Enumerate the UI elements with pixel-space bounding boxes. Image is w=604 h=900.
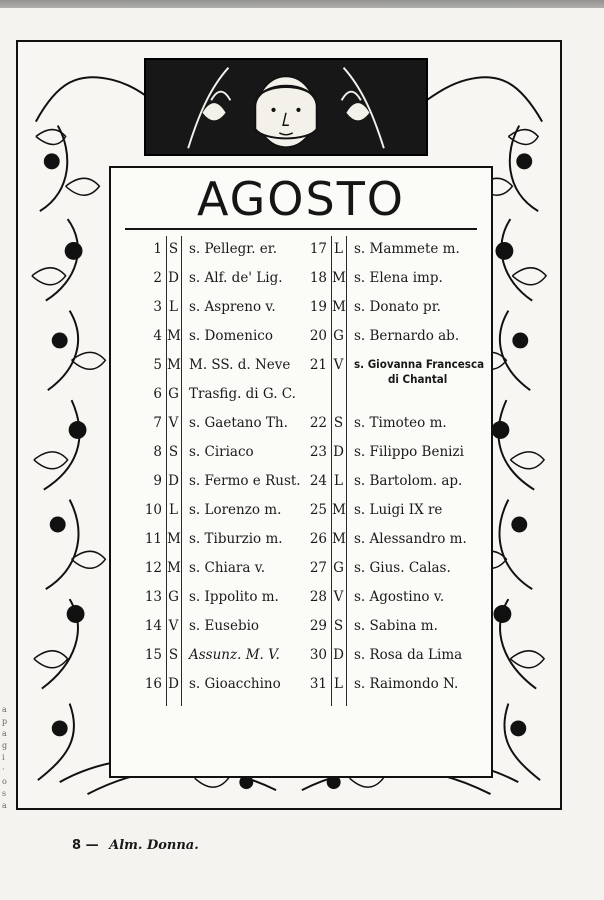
day-number: 12 <box>144 560 162 576</box>
day-letter: L <box>334 676 343 692</box>
saint-name: s. Tiburzio m. <box>189 531 283 547</box>
day-letter: L <box>169 299 178 315</box>
saint-name: s. Ciriaco <box>189 444 254 460</box>
day-letter: M <box>332 299 346 315</box>
saint-name: s. Lorenzo m. <box>189 502 282 518</box>
saint-name: s. Mammete m. <box>354 241 460 257</box>
day-letter: V <box>168 618 179 634</box>
calendar-row <box>296 294 461 320</box>
calendar-row <box>296 671 461 697</box>
day-number: 2 <box>153 270 162 286</box>
calendar-row <box>131 584 296 610</box>
saint-name: Assunz. M. V. <box>189 647 280 663</box>
calendar-row <box>131 236 296 262</box>
calendar-row <box>131 671 296 697</box>
calendar-row <box>131 352 296 378</box>
footer-page-number: 8 — <box>72 838 99 853</box>
saint-name: s. Agostino v. <box>354 589 445 605</box>
day-number: 11 <box>144 531 162 547</box>
portrait-banner <box>144 58 428 156</box>
day-number: 25 <box>309 502 327 518</box>
calendar-row <box>131 497 296 523</box>
saint-name: s. Rosa da Lima <box>354 647 463 663</box>
day-number: 19 <box>309 299 327 315</box>
saint-name: s. Ippolito m. <box>189 589 279 605</box>
day-letter: M <box>167 357 181 373</box>
edge-marks: a p a g i · o s a <box>2 705 8 810</box>
calendar-row <box>296 584 461 610</box>
day-number: 5 <box>153 357 162 373</box>
day-letter: M <box>167 531 181 547</box>
saint-name: s. Bernardo ab. <box>354 328 460 344</box>
day-letter: D <box>333 647 344 663</box>
day-letter: L <box>169 502 178 518</box>
day-number: 21 <box>309 357 327 373</box>
calendar-row <box>131 439 296 465</box>
month-title: AGOSTO <box>196 172 406 226</box>
calendar-row <box>131 323 296 349</box>
day-number: 20 <box>309 328 327 344</box>
day-number: 22 <box>309 415 327 431</box>
calendar-row <box>296 555 461 581</box>
right-column <box>296 236 485 706</box>
day-number: 31 <box>309 676 327 692</box>
calendar-panel <box>109 166 493 778</box>
calendar-row <box>296 526 467 552</box>
calendar-row <box>296 352 485 386</box>
woman-with-lilies-icon <box>146 60 426 154</box>
day-number: 8 <box>153 444 162 460</box>
calendar-row <box>296 468 461 494</box>
saint-name: Trasfig. di G. C. <box>189 386 296 402</box>
day-letter: V <box>333 357 344 373</box>
saint-name-line-1: s. Giovanna Francesca <box>354 357 485 371</box>
top-page-strip <box>0 0 604 8</box>
page-footer <box>72 838 199 853</box>
saint-name: s. Raimondo N. <box>354 676 459 692</box>
saint-name-line-2: di Chantal <box>388 372 448 386</box>
day-letter: L <box>334 241 343 257</box>
saint-name: s. Sabina m. <box>354 618 438 634</box>
day-letter: G <box>168 589 179 605</box>
day-letter: D <box>168 676 179 692</box>
day-letter: S <box>333 618 344 634</box>
saint-name: s. Elena imp. <box>354 270 443 286</box>
day-number: 27 <box>309 560 327 576</box>
day-number: 26 <box>309 531 327 547</box>
day-number: 23 <box>309 444 327 460</box>
day-number: 10 <box>144 502 162 518</box>
saint-name: s. Gaetano Th. <box>189 415 288 431</box>
day-number: 7 <box>153 415 162 431</box>
day-number: 24 <box>309 473 327 489</box>
calendar-row <box>131 294 296 320</box>
day-letter: G <box>333 328 344 344</box>
saint-name: s. Timoteo m. <box>354 415 447 431</box>
day-number: 15 <box>144 647 162 663</box>
title-rule <box>125 228 477 230</box>
day-letter: G <box>333 560 344 576</box>
calendar-row <box>296 497 461 523</box>
saint-name: M. SS. d. Neve <box>189 357 291 373</box>
saint-name: s. Pellegr. er. <box>189 241 278 257</box>
day-letter: S <box>333 415 344 431</box>
saint-name: s. Donato pr. <box>354 299 441 315</box>
day-number: 28 <box>309 589 327 605</box>
day-letter: M <box>167 560 181 576</box>
saint-name: s. Gius. Calas. <box>354 560 451 576</box>
day-letter: D <box>333 444 344 460</box>
saint-name: s. Chiara v. <box>189 560 266 576</box>
saint-name: s. Eusebio <box>189 618 260 634</box>
day-letter: M <box>167 328 181 344</box>
day-letter: M <box>332 502 346 518</box>
day-letter: S <box>168 241 179 257</box>
calendar-row <box>131 642 296 668</box>
calendar-row <box>131 555 296 581</box>
day-letter: V <box>333 589 344 605</box>
calendar-row <box>296 642 461 668</box>
day-number: 9 <box>153 473 162 489</box>
calendar-row <box>296 613 461 639</box>
day-number: 3 <box>153 299 162 315</box>
saint-name: s. Alessandro m. <box>354 531 467 547</box>
day-letter: V <box>168 415 179 431</box>
day-number: 30 <box>309 647 327 663</box>
calendar-row <box>131 526 296 552</box>
day-number: 6 <box>153 386 162 402</box>
calendar-row <box>296 265 461 291</box>
calendar-row <box>131 265 296 291</box>
saint-name: s. Aspreno v. <box>189 299 276 315</box>
day-number: 4 <box>153 328 162 344</box>
day-number: 16 <box>144 676 162 692</box>
saint-name: s. Filippo Benizi <box>354 444 464 460</box>
day-letter: M <box>332 270 346 286</box>
decorative-frame <box>16 40 562 810</box>
day-number: 1 <box>153 241 162 257</box>
day-letter: S <box>168 647 179 663</box>
day-number: 17 <box>309 241 327 257</box>
calendar-row <box>131 410 296 436</box>
footer-title: Alm. Donna. <box>109 838 199 853</box>
day-letter: L <box>334 473 343 489</box>
day-number: 13 <box>144 589 162 605</box>
day-letter: D <box>168 473 179 489</box>
day-number: 18 <box>309 270 327 286</box>
calendar-row <box>296 236 461 262</box>
day-number: 29 <box>309 618 327 634</box>
saint-name: s. Gioacchino <box>189 676 281 692</box>
calendar-row <box>131 468 301 494</box>
calendar-row <box>131 613 296 639</box>
saint-name: s. Luigi IX re <box>354 502 443 518</box>
left-column <box>131 236 301 706</box>
day-letter: D <box>168 270 179 286</box>
saint-name: s. Fermo e Rust. <box>189 473 301 489</box>
calendar-row <box>131 381 296 407</box>
calendar-row <box>296 410 461 436</box>
day-letter: S <box>168 444 179 460</box>
day-letter: G <box>168 386 179 402</box>
day-number: 14 <box>144 618 162 634</box>
calendar-row <box>296 439 464 465</box>
saint-name: s. Bartolom. ap. <box>354 473 463 489</box>
saint-name: s. Alf. de' Lig. <box>189 270 283 286</box>
day-letter: M <box>332 531 346 547</box>
saint-name: s. Domenico <box>189 328 273 344</box>
calendar-row <box>296 323 461 349</box>
